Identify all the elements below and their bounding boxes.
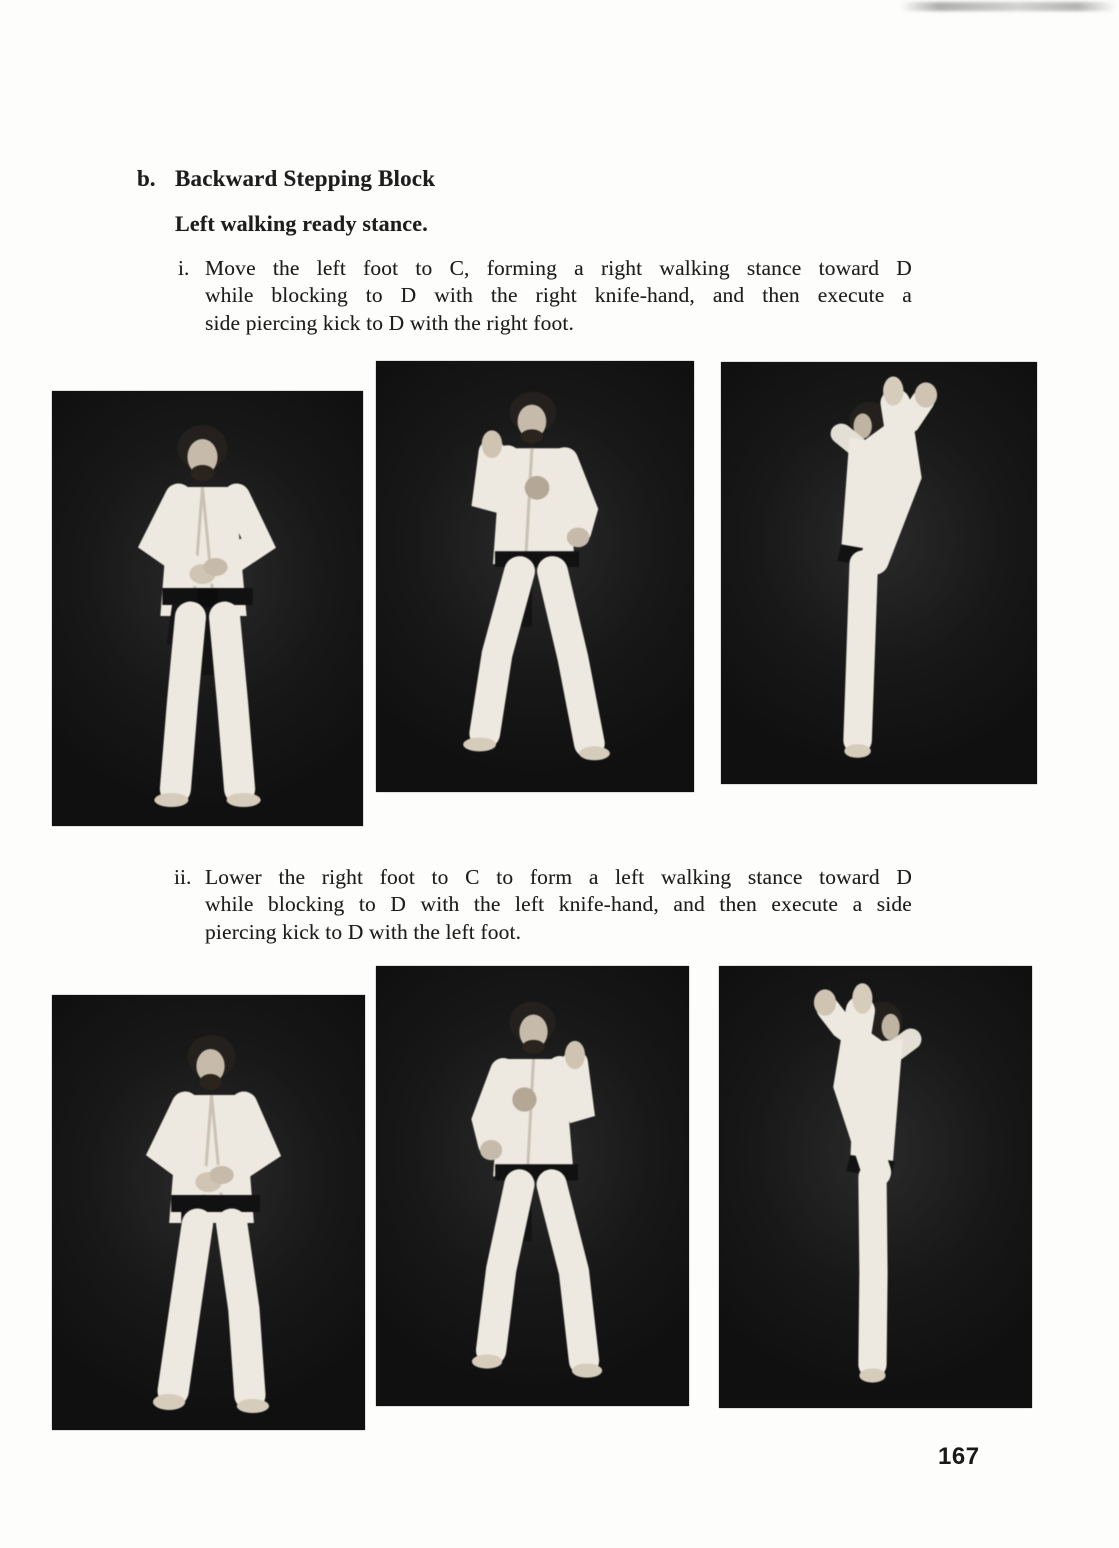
photo-right-side-piercing-kick [721, 362, 1037, 784]
photo-lower-foot-ready [52, 995, 365, 1430]
section-title: Backward Stepping Block [175, 166, 436, 191]
page-number: 167 [938, 1443, 980, 1470]
text-line: piercing kick to D with the left foot. [205, 919, 522, 944]
martial-artist-figure [721, 362, 1037, 784]
text-line: while blocking to D with the right knife-hand, and then execute a [205, 283, 912, 308]
martial-artist-figure [376, 361, 694, 792]
step-i-marker: i. [178, 256, 190, 280]
scan-artifact-streak [900, 2, 1116, 11]
martial-artist-figure [52, 995, 365, 1430]
photo-right-knife-hand-block [376, 361, 694, 792]
text-line: Move the left foot to C, forming a right walking stance toward D [205, 256, 912, 280]
section-marker: b. [137, 166, 156, 191]
step-ii-text [205, 864, 912, 946]
step-ii-marker: ii. [174, 865, 192, 889]
text-line: while blocking to D with the left knife-hand, and then execute a side [205, 892, 912, 917]
martial-artist-figure [719, 966, 1032, 1408]
martial-artist-figure [52, 391, 363, 826]
photo-ready-stance [52, 391, 363, 826]
martial-artist-figure [376, 966, 689, 1406]
photo-left-side-piercing-kick [719, 966, 1032, 1408]
step-i-text [205, 255, 912, 337]
section-subtitle: Left walking ready stance. [175, 211, 428, 236]
photo-left-knife-hand-block [376, 966, 689, 1406]
text-line: side piercing kick to D with the right foot. [205, 310, 575, 335]
text-line: Lower the right foot to C to form a left walking stance toward D [205, 865, 912, 889]
